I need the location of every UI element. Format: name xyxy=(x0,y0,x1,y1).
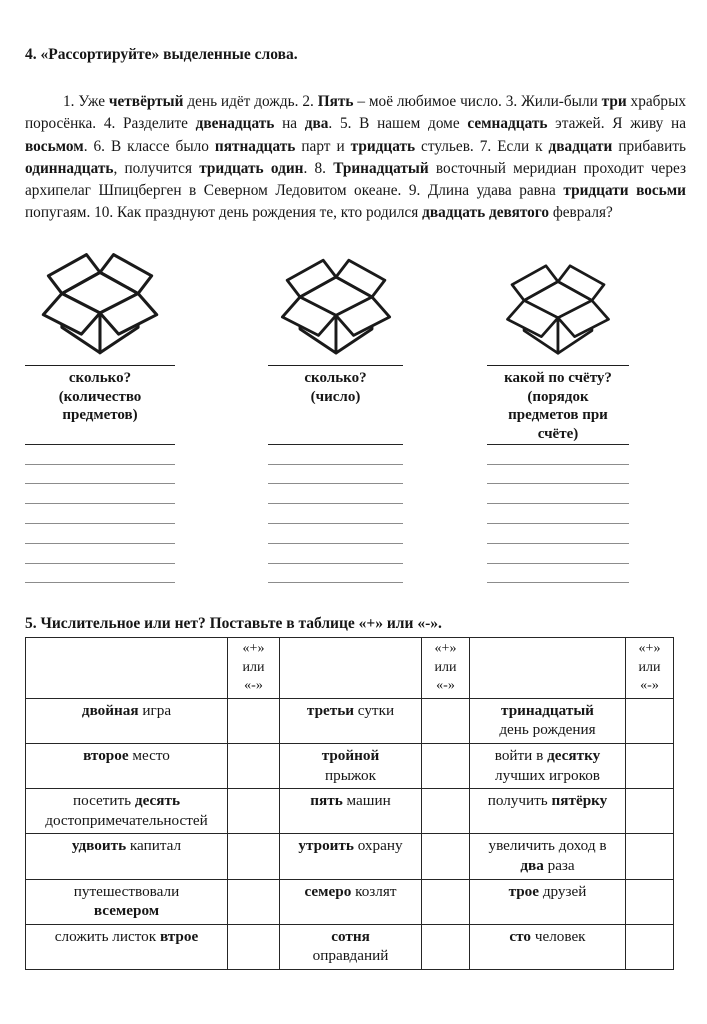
sort-column-quantity xyxy=(25,241,175,584)
plus-minus-header-cell: «+» или «-» xyxy=(422,638,470,699)
phrase-cell: сотня оправданий xyxy=(280,924,422,969)
answer-cell xyxy=(626,789,674,834)
task5-section xyxy=(25,614,686,970)
table-row xyxy=(26,924,674,969)
phrase-cell: трое друзей xyxy=(470,879,626,924)
plus-minus-header-cell: «+» или «-» xyxy=(626,638,674,699)
phrase-cell: третьи сутки xyxy=(280,698,422,743)
writing-line xyxy=(487,444,629,445)
answer-cell xyxy=(228,698,280,743)
phrase-cell: второе место xyxy=(26,744,228,789)
table-header-row xyxy=(26,638,674,699)
plus-minus-header-cell: «+» или «-» xyxy=(228,638,280,699)
task5-title: 5. Числительное или нет? Поставьте в таблице «+» или «-». xyxy=(25,615,442,633)
writing-line xyxy=(25,563,175,564)
answer-cell xyxy=(228,879,280,924)
phrase-cell: семеро козлят xyxy=(280,879,422,924)
writing-lines xyxy=(268,444,403,584)
sort-columns xyxy=(25,241,686,584)
answer-cell xyxy=(422,834,470,879)
answer-cell xyxy=(422,698,470,743)
answer-cell xyxy=(422,879,470,924)
answer-cell xyxy=(228,789,280,834)
writing-line xyxy=(268,563,403,564)
phrase-cell: тройной прыжок xyxy=(280,744,422,789)
answer-cell xyxy=(422,924,470,969)
sort-column-number xyxy=(268,241,403,584)
phrase-cell: сто человек xyxy=(470,924,626,969)
phrase-cell: пять машин xyxy=(280,789,422,834)
answer-cell xyxy=(626,924,674,969)
task4-title: 4. «Рассортируйте» выделенные слова. xyxy=(25,46,298,63)
phrase-cell: войти в десятку лучших игроков xyxy=(470,744,626,789)
answer-cell xyxy=(626,744,674,789)
writing-lines xyxy=(487,444,629,584)
writing-lines xyxy=(25,444,175,584)
writing-line xyxy=(25,523,175,524)
column-label-number: сколько? (число) xyxy=(304,369,367,405)
writing-line xyxy=(487,503,629,504)
header-empty-cell xyxy=(470,638,626,699)
sort-column-ordinal xyxy=(487,241,629,584)
writing-line xyxy=(25,543,175,544)
header-empty-cell xyxy=(280,638,422,699)
writing-line xyxy=(25,503,175,504)
answer-cell xyxy=(626,698,674,743)
writing-line xyxy=(487,543,629,544)
writing-line xyxy=(268,523,403,524)
writing-line xyxy=(487,523,629,524)
table-row xyxy=(26,698,674,743)
writing-line xyxy=(268,543,403,544)
answer-cell xyxy=(626,879,674,924)
column-label-ordinal: какой по счёту? (порядок предметов при счёте) xyxy=(504,369,612,443)
writing-line xyxy=(487,483,629,484)
table-row xyxy=(26,834,674,879)
table-row xyxy=(26,744,674,789)
phrase-cell: увеличить доход в два раза xyxy=(470,834,626,879)
writing-line xyxy=(487,582,629,583)
open-box-icon xyxy=(25,241,175,357)
answer-cell xyxy=(422,744,470,789)
task4-section xyxy=(25,45,686,583)
header-empty-cell xyxy=(26,638,228,699)
writing-line xyxy=(25,483,175,484)
phrase-cell: двойная игра xyxy=(26,698,228,743)
answer-cell xyxy=(228,834,280,879)
phrase-cell: путешествовали всемером xyxy=(26,879,228,924)
open-box-icon xyxy=(268,241,403,357)
writing-line xyxy=(25,444,175,445)
writing-line xyxy=(25,464,175,465)
words-table xyxy=(25,637,674,970)
table-row xyxy=(26,789,674,834)
answer-cell xyxy=(228,924,280,969)
answer-cell xyxy=(228,744,280,789)
answer-cell xyxy=(626,834,674,879)
phrase-cell: удвоить капитал xyxy=(26,834,228,879)
phrase-cell: посетить десять достопримечательностей xyxy=(26,789,228,834)
table-row xyxy=(26,879,674,924)
writing-line xyxy=(268,444,403,445)
answer-cell xyxy=(422,789,470,834)
writing-line xyxy=(487,464,629,465)
phrase-cell: сложить листок втрое xyxy=(26,924,228,969)
writing-line xyxy=(268,582,403,583)
writing-line xyxy=(268,464,403,465)
column-label-quantity: сколько? (количество предметов) xyxy=(58,369,142,424)
writing-line xyxy=(487,563,629,564)
phrase-cell: утроить охрану xyxy=(280,834,422,879)
open-box-icon xyxy=(487,241,629,357)
phrase-cell: тринадцатый день рождения xyxy=(470,698,626,743)
writing-line xyxy=(268,483,403,484)
writing-line xyxy=(268,503,403,504)
task4-paragraph: 1. Уже четвёртый день идёт дождь. 2. Пять – моё любимое число. 3. Жили-были три храбрых поросёнка. 4. Разделите двенадцать на два. 5. В нашем доме семнадцать этажей. Я живу на восьмом. 6. В классе было пятнадцать парт и тридцать стульев. 7. Если к двадцати прибавить одиннадцать, получится тридцать один. 8. Тринадцатый восточный меридиан проходит через архипелаг Шпицберген в Северном Ледовитом океане. 9. Длина удава равна тридцати восьми попугаям. 10. Как празднуют день рождения те, кто родился двадцать девятого февраля? xyxy=(25,93,687,222)
phrase-cell: получить пятёрку xyxy=(470,789,626,834)
writing-line xyxy=(25,582,175,583)
